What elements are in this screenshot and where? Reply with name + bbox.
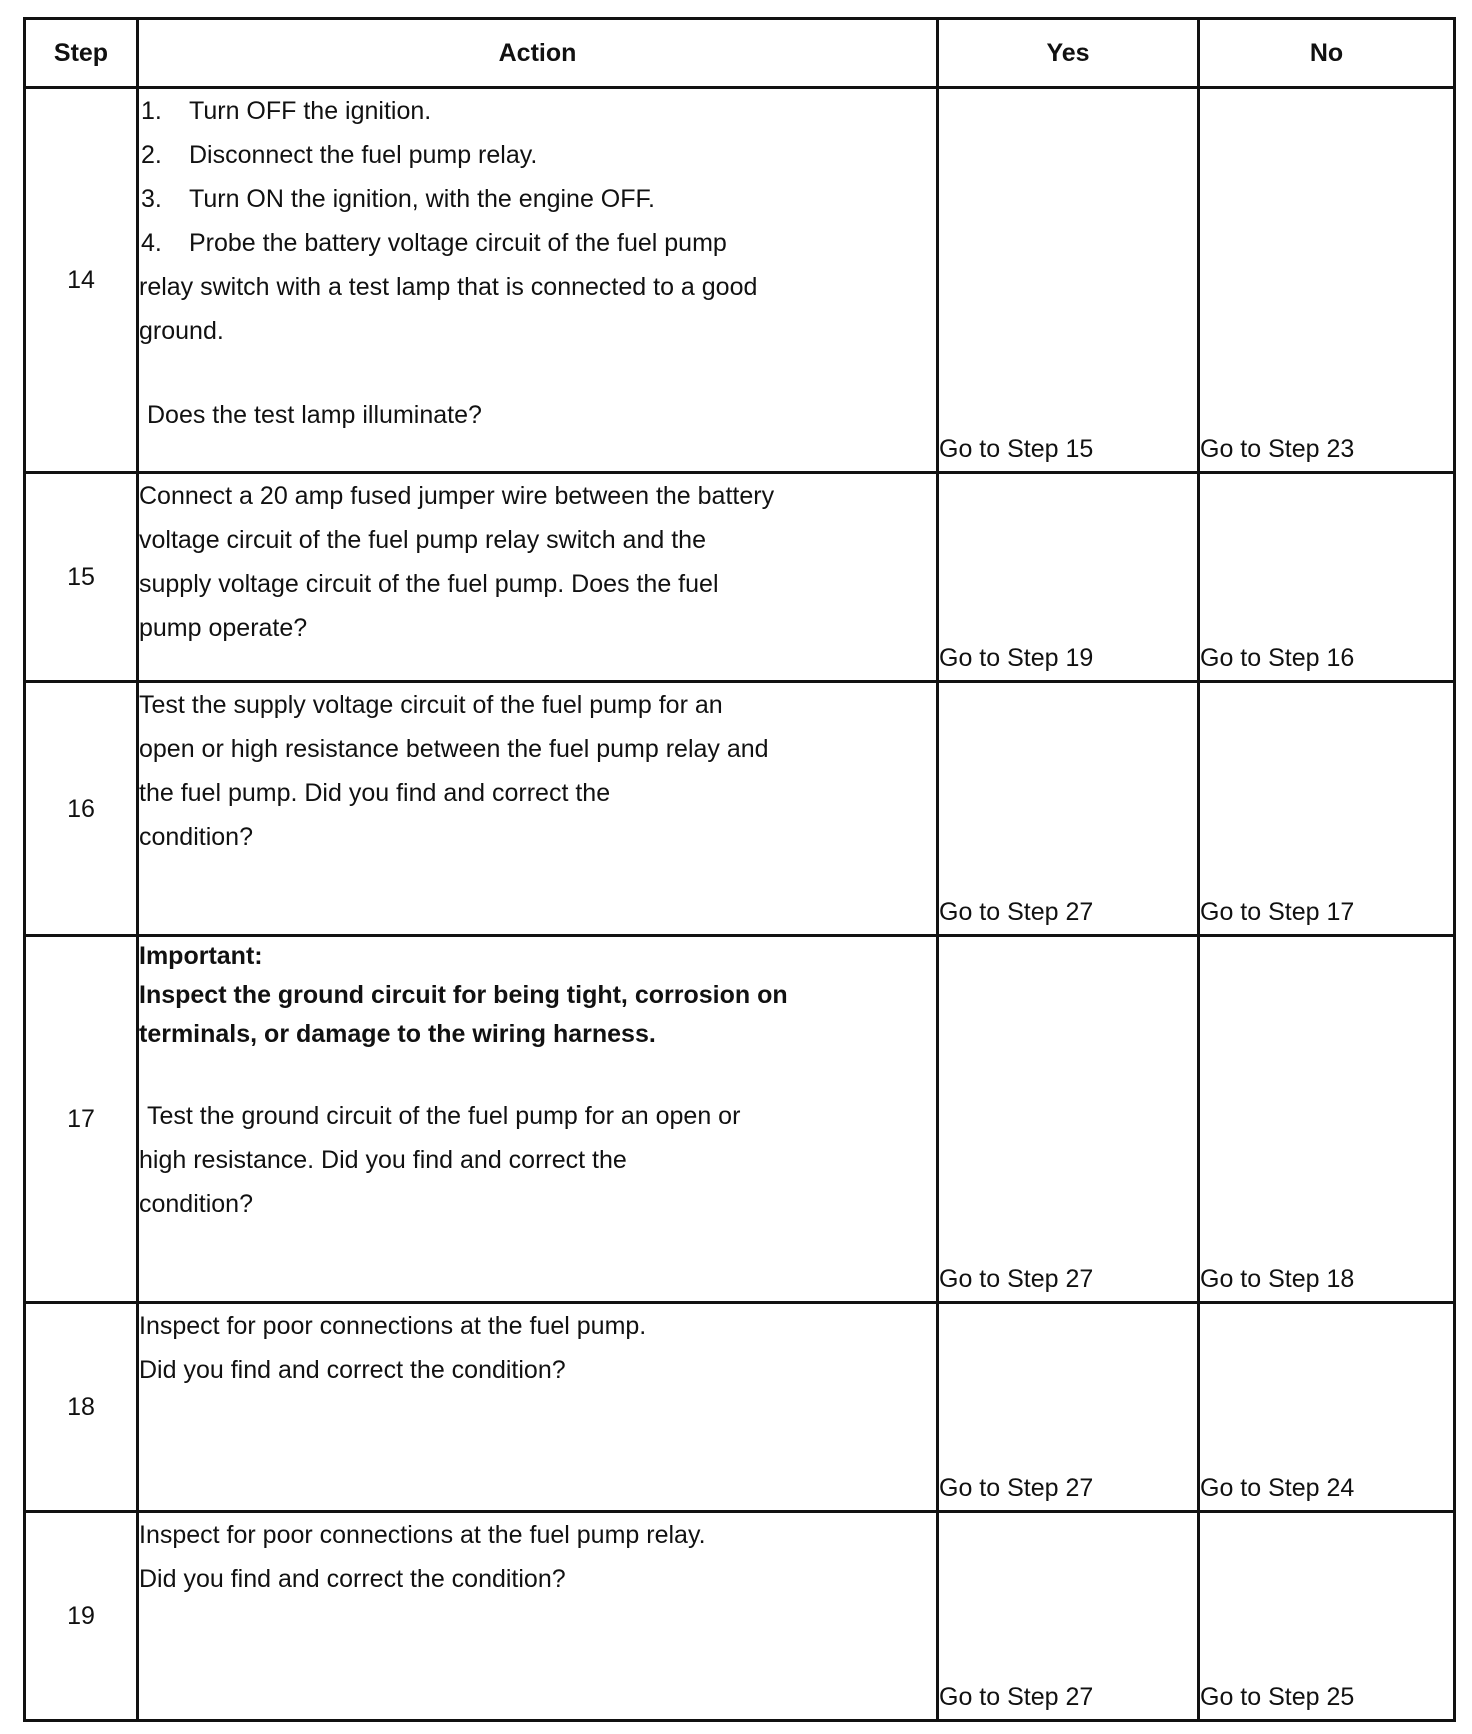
- action-question: Does the test lamp illuminate?: [147, 401, 482, 429]
- action-text: Did you find and correct the condition?: [139, 1565, 566, 1593]
- action-text: Test the ground circuit of the fuel pump for an open or: [147, 1102, 741, 1130]
- yes-result: Go to Step 27: [938, 682, 1199, 936]
- no-result: Go to Step 17: [1199, 682, 1455, 936]
- action-text: Test the supply voltage circuit of the fuel pump for an: [139, 691, 723, 719]
- action-text: open or high resistance between the fuel pump relay and: [139, 735, 769, 763]
- action-text: ground.: [139, 317, 224, 345]
- table-row: [25, 1512, 1455, 1721]
- header-yes: Yes: [938, 19, 1199, 88]
- yes-result: Go to Step 19: [938, 473, 1199, 682]
- step-number: 19: [25, 1512, 138, 1721]
- action-text: Connect a 20 amp fused jumper wire between the battery: [139, 482, 775, 510]
- list-item: 2. Disconnect the fuel pump relay.: [141, 141, 538, 169]
- no-result: Go to Step 18: [1199, 936, 1455, 1303]
- action-text: Inspect for poor connections at the fuel pump.: [139, 1312, 647, 1340]
- important-text: terminals, or damage to the wiring harness.: [139, 1020, 656, 1048]
- action-text: pump operate?: [139, 614, 308, 642]
- action-cell: [138, 936, 938, 1303]
- action-text: Inspect for poor connections at the fuel pump relay.: [139, 1521, 706, 1549]
- no-result: Go to Step 16: [1199, 473, 1455, 682]
- action-cell: [138, 1303, 938, 1512]
- step-number: 17: [25, 936, 138, 1303]
- yes-result: Go to Step 27: [938, 1303, 1199, 1512]
- table-row: [25, 936, 1455, 1303]
- action-text: supply voltage circuit of the fuel pump. Does the fuel: [139, 570, 719, 598]
- action-cell: [138, 682, 938, 936]
- header-no: No: [1199, 19, 1455, 88]
- step-number: 14: [25, 88, 138, 473]
- action-text: condition?: [139, 823, 253, 851]
- list-item: 4. Probe the battery voltage circuit of the fuel pump: [141, 229, 727, 257]
- no-result: Go to Step 24: [1199, 1303, 1455, 1512]
- table-row: [25, 473, 1455, 682]
- step-number: 15: [25, 473, 138, 682]
- action-text: condition?: [139, 1190, 253, 1218]
- list-item: 3. Turn ON the ignition, with the engine OFF.: [141, 185, 655, 213]
- table-row: [25, 682, 1455, 936]
- header-row: [25, 19, 1455, 88]
- table-row: [25, 1303, 1455, 1512]
- step-number: 18: [25, 1303, 138, 1512]
- step-number: 16: [25, 682, 138, 936]
- action-text: high resistance. Did you find and correct the: [139, 1146, 627, 1174]
- no-result: Go to Step 23: [1199, 88, 1455, 473]
- action-cell: [138, 88, 938, 473]
- action-cell: [138, 1512, 938, 1721]
- important-label: Important:: [139, 942, 263, 970]
- no-result: Go to Step 25: [1199, 1512, 1455, 1721]
- table-row: [25, 88, 1455, 473]
- header-step: Step: [25, 19, 138, 88]
- action-text: the fuel pump. Did you find and correct the: [139, 779, 611, 807]
- action-text: Did you find and correct the condition?: [139, 1356, 566, 1384]
- action-cell: [138, 473, 938, 682]
- important-text: Inspect the ground circuit for being tight, corrosion on: [139, 981, 788, 1009]
- header-action: Action: [138, 19, 938, 88]
- action-text: relay switch with a test lamp that is connected to a good: [139, 273, 758, 301]
- action-text: voltage circuit of the fuel pump relay switch and the: [139, 526, 706, 554]
- list-item: 1. Turn OFF the ignition.: [141, 97, 432, 125]
- yes-result: Go to Step 27: [938, 936, 1199, 1303]
- diagnostic-table: [23, 17, 1456, 1722]
- yes-result: Go to Step 27: [938, 1512, 1199, 1721]
- yes-result: Go to Step 15: [938, 88, 1199, 473]
